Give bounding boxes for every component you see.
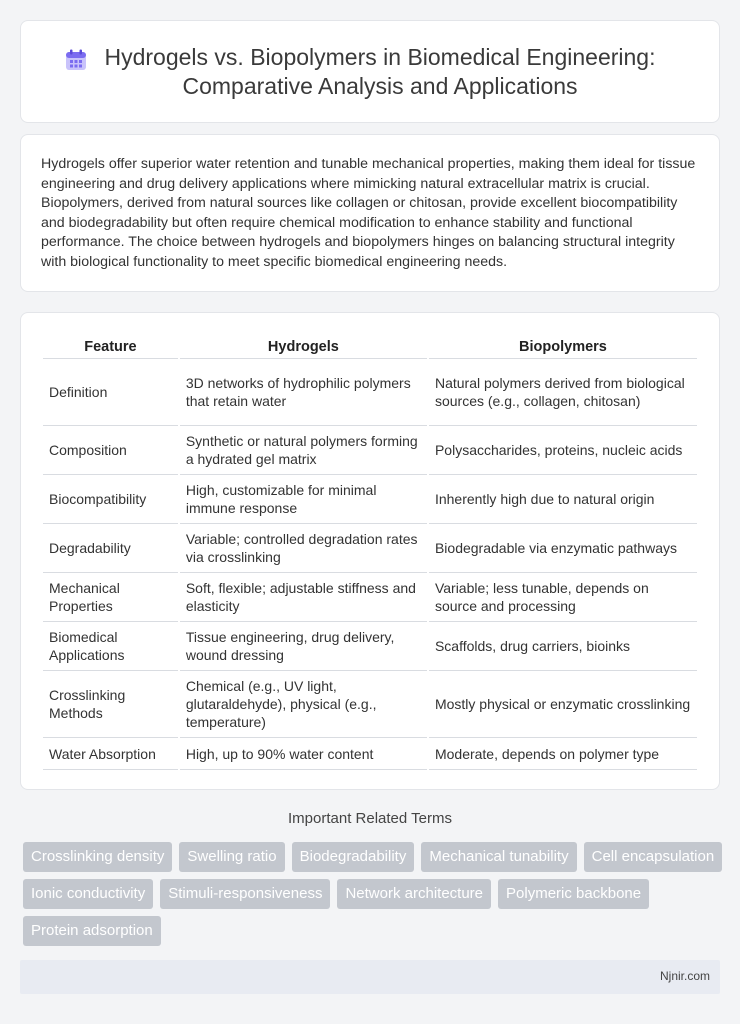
hydrogels-cell: Chemical (e.g., UV light, glutaraldehyde), physical (e.g., temperature) [180, 671, 427, 738]
biopolymers-cell: Scaffolds, drug carriers, bioinks [429, 622, 697, 671]
related-term-tag[interactable]: Ionic conductivity [23, 879, 153, 909]
column-header-feature: Feature [43, 333, 178, 359]
feature-cell: Degradability [43, 524, 178, 573]
table-row [43, 426, 697, 475]
hydrogels-cell: Tissue engineering, drug delivery, wound dressing [180, 622, 427, 671]
comparison-table-card [20, 312, 720, 790]
biopolymers-cell: Polysaccharides, proteins, nucleic acids [429, 426, 697, 475]
footer [20, 960, 720, 994]
hydrogels-cell: Variable; controlled degradation rates via crosslinking [180, 524, 427, 573]
related-term-tag[interactable]: Swelling ratio [179, 842, 284, 872]
hydrogels-cell: Soft, flexible; adjustable stiffness and elasticity [180, 573, 427, 622]
column-header-hydrogels: Hydrogels [180, 333, 427, 359]
feature-cell: Crosslinking Methods [43, 671, 178, 738]
related-term-tag[interactable]: Protein adsorption [23, 916, 161, 946]
intro-card [20, 134, 720, 292]
biopolymers-cell: Mostly physical or enzymatic crosslinking [429, 671, 697, 738]
table-row [43, 359, 697, 426]
related-term-tag[interactable]: Stimuli-responsiveness [160, 879, 330, 909]
table-row [43, 622, 697, 671]
related-term-tag[interactable]: Mechanical tunability [421, 842, 576, 872]
feature-cell: Mechanical Properties [43, 573, 178, 622]
feature-cell: Composition [43, 426, 178, 475]
table-row [43, 738, 697, 770]
comparison-table [41, 333, 699, 770]
biopolymers-cell: Biodegradable via enzymatic pathways [429, 524, 697, 573]
intro-paragraph: Hydrogels offer superior water retention and tunable mechanical properties, making them ideal for tissue engineering and drug delivery applications where mimicking natural extracellular matrix is crucial. Biopolymers, derived from natural sources like collagen or chitosan, provide excellent biocompatibility and biodegradability but often require chemical modification to enhance stability and functional performance. The choice between hydrogels and biopolymers hinges on balancing structural integrity with biological functionality to meet specific biomedical engineering needs. [41, 156, 696, 270]
table-row [43, 475, 697, 524]
biopolymers-cell: Moderate, depends on polymer type [429, 738, 697, 770]
related-terms-heading: Important Related Terms [288, 810, 452, 827]
table-row [43, 524, 697, 573]
footer-brand[interactable]: Njnir.com [659, 969, 710, 983]
feature-cell: Definition [43, 359, 178, 426]
feature-cell: Biomedical Applications [43, 622, 178, 671]
related-terms-list [23, 842, 723, 946]
hydrogels-cell: High, up to 90% water content [180, 738, 427, 770]
table-header-row [43, 333, 697, 359]
feature-cell: Biocompatibility [43, 475, 178, 524]
biopolymers-cell: Natural polymers derived from biological sources (e.g., collagen, chitosan) [429, 359, 697, 426]
related-term-tag[interactable]: Biodegradability [292, 842, 415, 872]
related-term-tag[interactable]: Crosslinking density [23, 842, 172, 872]
biopolymers-cell: Inherently high due to natural origin [429, 475, 697, 524]
title-card [20, 20, 720, 123]
related-term-tag[interactable]: Network architecture [337, 879, 491, 909]
hydrogels-cell: High, customizable for minimal immune response [180, 475, 427, 524]
column-header-biopolymers: Biopolymers [429, 333, 697, 359]
table-row [43, 573, 697, 622]
related-term-tag[interactable]: Polymeric backbone [498, 879, 649, 909]
biopolymers-cell: Variable; less tunable, depends on source and processing [429, 573, 697, 622]
hydrogels-cell: 3D networks of hydrophilic polymers that retain water [180, 359, 427, 426]
page-title: Hydrogels vs. Biopolymers in Biomedical Engineering: Comparative Analysis and Applications [104, 44, 656, 99]
table-row [43, 671, 697, 738]
feature-cell: Water Absorption [43, 738, 178, 770]
hydrogels-cell: Synthetic or natural polymers forming a hydrated gel matrix [180, 426, 427, 475]
related-term-tag[interactable]: Cell encapsulation [584, 842, 723, 872]
